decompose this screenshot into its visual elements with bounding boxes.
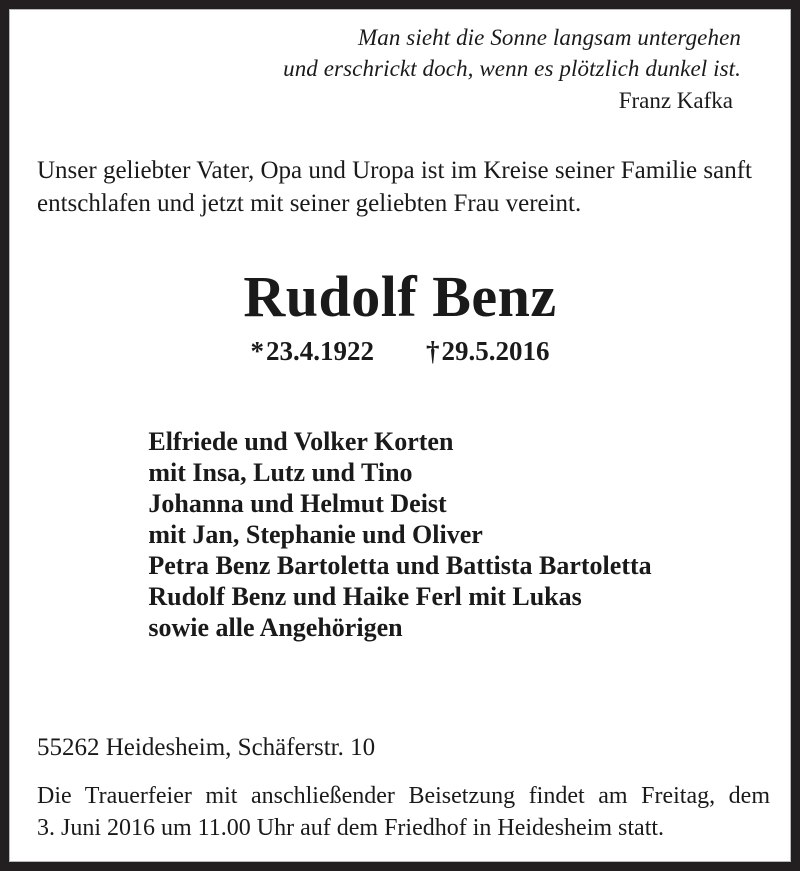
death-cross-icon: † — [426, 336, 442, 366]
notice-footer — [28, 732, 772, 844]
family-line: Petra Benz Bartoletta und Battista Bartoletta — [148, 551, 652, 580]
death-date-item — [426, 336, 550, 366]
quote-author: Franz Kafka — [618, 88, 733, 113]
family-line: Elfriede und Volker Korten — [148, 427, 454, 456]
death-date: 29.5.2016 — [441, 336, 550, 366]
service-note-line-1: Die Trauerfeier mit anschließender Beisetzung findet am Freitag, dem — [37, 783, 770, 809]
intro-line-2: entschlafen und jetzt mit seiner geliebten Frau vereint. — [37, 190, 582, 217]
life-dates-row — [28, 336, 772, 366]
family-line: Rudolf Benz und Haike Ferl mit Lukas — [148, 582, 582, 611]
birth-date-item — [251, 336, 375, 366]
birth-star-icon: * — [250, 336, 266, 366]
service-note-line-2: 3. Juni 2016 um 11.00 Uhr auf dem Friedhof in Heidesheim statt. — [37, 815, 665, 841]
notice-content-sheet — [9, 9, 791, 862]
birth-date: 23.4.1922 — [266, 336, 374, 366]
deceased-name: Rudolf Benz — [243, 264, 557, 329]
memorial-quote — [28, 22, 772, 117]
quote-line-2: und erschrickt doch, wenn es plötzlich dunkel ist. — [283, 56, 741, 81]
quote-line-1: Man sieht die Sonne langsam untergehen — [357, 25, 741, 50]
family-line: sowie alle Angehörigen — [148, 613, 403, 642]
family-line: mit Jan, Stephanie und Oliver — [148, 520, 483, 549]
surviving-family-list — [148, 426, 651, 643]
mourning-address: 55262 Heidesheim, Schäferstr. 10 — [37, 734, 376, 761]
deceased-name-block — [28, 266, 772, 366]
family-line: Johanna und Helmut Deist — [148, 489, 447, 518]
mourning-border-frame — [9, 9, 791, 862]
intro-line-1: Unser geliebter Vater, Opa und Uropa ist im Kreise seiner Familie sanft — [37, 157, 753, 184]
funeral-service-note — [28, 780, 772, 844]
intro-paragraph — [28, 154, 772, 220]
family-line: mit Insa, Lutz und Tino — [148, 458, 413, 487]
surviving-family-block — [28, 426, 772, 643]
